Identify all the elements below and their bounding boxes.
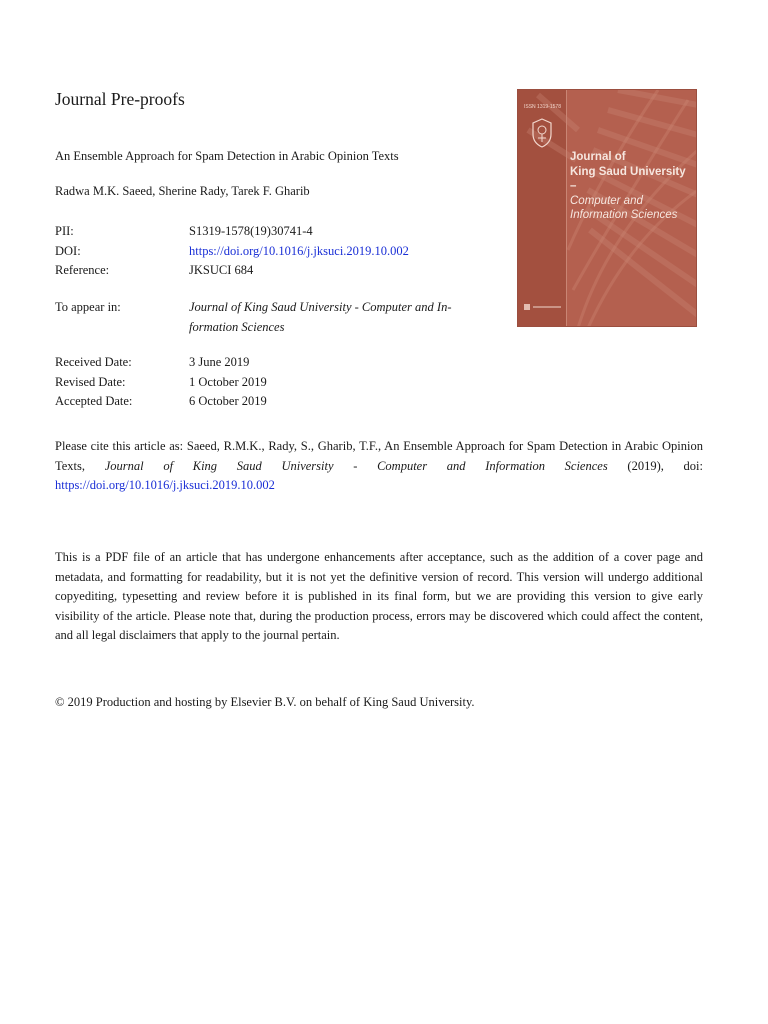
reference-value: JKSUCI 684	[189, 263, 254, 277]
to-appear-line2: formation Sciences	[189, 319, 285, 334]
pii-value: S1319-1578(19)30741-4	[189, 224, 313, 238]
pii-row	[55, 222, 409, 242]
received-row	[55, 353, 267, 373]
cover-title-line3: Computer and	[570, 194, 643, 207]
to-appear-line1: Journal of King Saud University - Computer and In-	[189, 300, 452, 314]
to-appear-label: To appear in:	[55, 300, 121, 314]
cover-title-line1: Journal of	[570, 151, 626, 163]
journal-header: Journal Pre-proofs	[55, 89, 185, 109]
revised-label: Revised Date:	[55, 374, 126, 389]
pii-label: PII:	[55, 224, 74, 238]
notice-paragraph: This is a PDF file of an article that has undergone enhancements after acceptance, such as the addition of a cover page and metadata, and formatting for readability, but it is not yet the definitive version of record. This version will undergo additional copyediting, typesetting and review before it is published in its final form, but we are providing this version to give early visibility of the article. Please note that, during the production process, errors may be discovered which could affect the content, and all legal disclaimers that apply to the journal pertain.	[55, 550, 703, 642]
publisher-logo-icon	[524, 303, 564, 313]
authors: Radwa M.K. Saeed, Sherine Rady, Tarek F. Gharib	[55, 184, 310, 198]
citation-doi-link[interactable]: https://doi.org/10.1016/j.jksuci.2019.10.002	[55, 478, 275, 492]
doi-link[interactable]: https://doi.org/10.1016/j.jksuci.2019.10.002	[189, 243, 409, 258]
to-appear-journal	[189, 298, 489, 337]
dates	[55, 353, 267, 412]
accepted-value: 6 October 2019	[189, 394, 267, 408]
journal-cover	[517, 89, 697, 327]
citation-journal: Journal of King Saud University - Computer and Information Sciences	[104, 458, 608, 473]
accepted-row	[55, 392, 267, 412]
citation-paragraph	[55, 437, 703, 496]
cover-journal-title	[570, 150, 694, 223]
received-label: Received Date:	[55, 355, 132, 369]
doi-label: DOI:	[55, 243, 81, 258]
doi-row	[55, 242, 409, 262]
to-appear-in	[55, 298, 489, 337]
university-seal-icon	[531, 118, 553, 148]
cover-issn: ISSN 1319-1578	[524, 104, 561, 110]
cover-title-line4: Information Sciences	[570, 209, 678, 221]
article-title: An Ensemble Approach for Spam Detection in Arabic Opinion Texts	[55, 149, 399, 163]
revised-value: 1 October 2019	[189, 374, 267, 389]
cover-title-line2: King Saud University –	[570, 165, 686, 192]
copyright: © 2019 Production and hosting by Elsevier B.V. on behalf of King Saud University.	[55, 695, 475, 709]
reference-label: Reference:	[55, 263, 110, 277]
received-value: 3 June 2019	[189, 355, 250, 369]
citation-middle: (2019), doi:	[607, 458, 704, 473]
revised-row	[55, 373, 267, 393]
article-meta	[55, 222, 409, 281]
reference-row	[55, 261, 409, 281]
citation-prefix: Please cite this article as: Saeed, R.M.K., Rady, S., Gharib, T.F., An Ensemble Approach for Spam Detection in Arabic Opinion Texts,	[55, 439, 703, 473]
accepted-label: Accepted Date:	[55, 394, 133, 408]
